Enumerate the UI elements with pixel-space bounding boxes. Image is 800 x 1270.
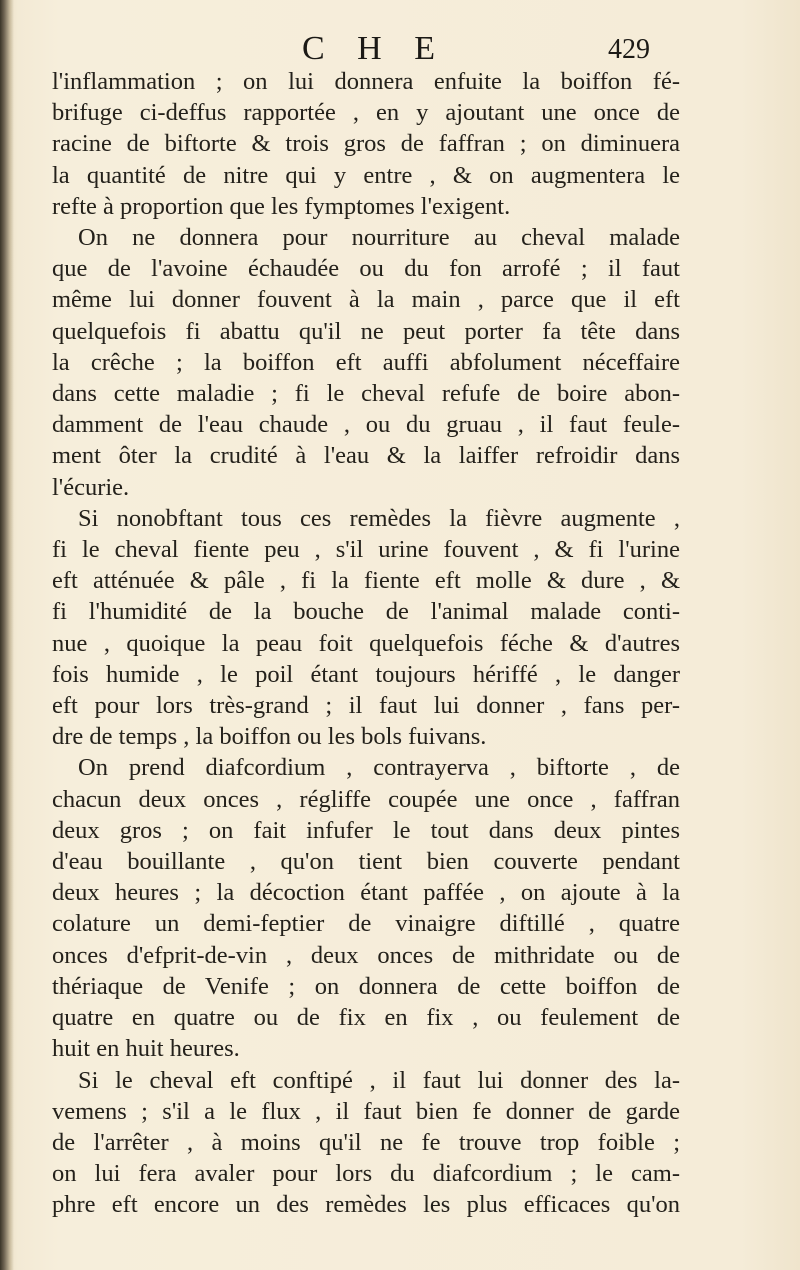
text-line: eft pour lors très-grand ; il faut lui donner , fans per- [52,692,680,720]
paragraph [52,222,680,503]
text-line: fois humide , le poil étant toujours hériffé , le danger [52,660,680,688]
text-line: ment ôter la crudité à l'eau & la laiffer refroidir dans [52,442,680,470]
paragraph [52,503,680,753]
text-line: racine de biftorte & trois gros de faffran ; on diminuera [52,130,680,158]
text-line: Si nonobftant tous ces remèdes la fièvre augmente , [78,504,680,532]
text-line: huit en huit heures. [52,1035,240,1063]
text-line: phre eft encore un des remèdes les plus efficaces qu'on [52,1191,680,1219]
text-line: fi l'humidité de la bouche de l'animal malade conti- [52,598,680,626]
text-line: fi le cheval fiente peu , s'il urine fouvent , & fi l'urine [52,536,680,564]
text-line: on lui fera avaler pour lors du diafcordium ; le cam- [52,1160,680,1188]
text-line: refte à proportion que les fymptomes l'exigent. [52,192,511,220]
running-head: C H E [302,30,447,67]
text-line: l'écurie. [52,473,130,501]
text-line: deux heures ; la décoction étant paffée , on ajoute à la [52,879,680,907]
text-line: la quantité de nitre qui y entre , & on augmentera le [52,161,680,189]
blank-page-area [0,820,800,1270]
text-line: On ne donnera pour nourriture au cheval malade [78,224,680,252]
text-line: deux gros ; on fait infufer le tout dans deux pintes [52,816,680,844]
text-line: vemens ; s'il a le flux , il faut bien fe donner de garde [52,1097,680,1125]
text-line: que de l'avoine échaudée ou du fon arrofé ; il faut [52,255,680,283]
text-line: quatre en quatre ou de fix en fix , ou feulement de [52,1004,680,1032]
text-line: d'eau bouillante , qu'on tient bien couverte pendant [52,848,680,876]
text-line: On prend diafcordium , contrayerva , biftorte , de [78,754,680,782]
text-line: dans cette maladie ; fi le cheval refufe de boire abon- [52,380,680,408]
text-line: nue , quoique la peau foit quelquefois féche & d'autres [52,629,680,657]
text-line: thériaque de Venife ; on donnera de cette boiffon de [52,972,680,1000]
page-number: 429 [608,34,650,65]
text-line: l'inflammation ; on lui donnera enfuite la boiffon fé- [52,68,680,95]
text-line: quelquefois fi abattu qu'il ne peut porter fa tête dans [52,317,680,345]
text-line: chacun deux onces , régliffe coupée une once , faffran [52,785,680,813]
text-line: brifuge ci-deffus rapportée , en y ajoutant une once de [52,99,680,127]
text-line: de l'arrêter , à moins qu'il ne fe trouve trop foible ; [52,1128,680,1156]
text-line: la crêche ; la boiffon eft auffi abfolument néceffaire [52,348,680,376]
text-line: même lui donner fouvent à la main , parce que il eft [52,286,680,314]
text-line: onces d'efprit-de-vin , deux onces de mithridate ou de [52,941,680,969]
paragraph [52,66,680,222]
text-line: dre de temps , la boiffon ou les bols fuivans. [52,723,487,751]
text-line: Si le cheval eft conftipé , il faut lui donner des la- [78,1066,680,1094]
text-line: damment de l'eau chaude , ou du gruau , il faut feule- [52,411,680,439]
text-line: eft atténuée & pâle , fi la fiente eft molle & dure , & [52,567,680,595]
text-line: colature un demi-feptier de vinaigre diftillé , quatre [52,910,680,938]
